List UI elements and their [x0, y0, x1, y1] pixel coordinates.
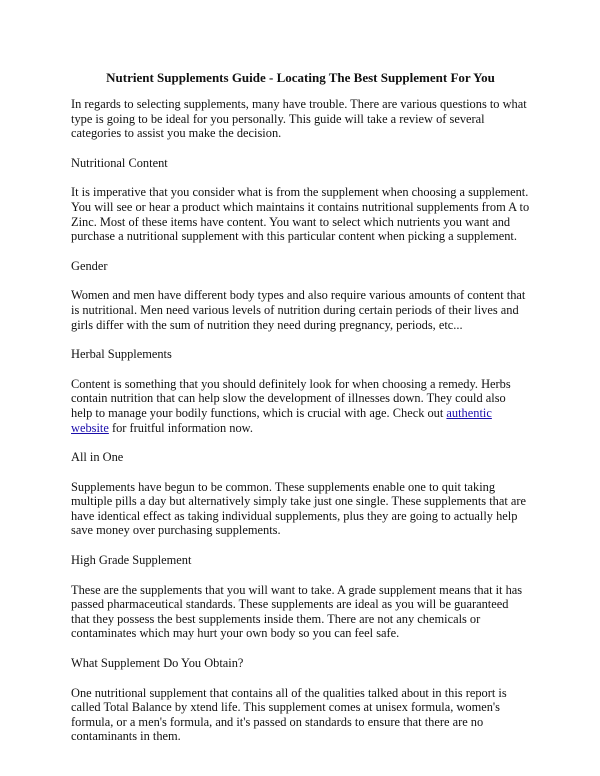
- paragraph-nutritional-content: It is imperative that you consider what is from the supplement when choosing a supplement. You will see or hear a product which maintains it contains nutritional supplements from A to Zinc. Most of these items have content. You want to select which nutrients you want and purchase a nutritional supplement with this particular content when picking a supplement.: [71, 185, 530, 244]
- paragraph-all-in-one: Supplements have begun to be common. These supplements enable one to quit taking multiple pills a day but alternatively simply take just one single. These supplements that are have identical effect as taking individual supplements, plus they are going to actually help save money over purchasing supplements.: [71, 479, 527, 538]
- heading-gender: Gender: [71, 258, 108, 273]
- heading-herbal-supplements: Herbal Supplements: [71, 347, 172, 362]
- heading-nutritional-content: Nutritional Content: [71, 155, 168, 170]
- paragraph-herbal-supplements: [71, 377, 530, 435]
- intro-paragraph: In regards to selecting supplements, many have trouble. There are various questions to what type is going to be ideal for you personally. This guide will take a review of several categories to assist you make the decision.: [71, 97, 527, 141]
- paragraph-high-grade-supplement: These are the supplements that you will want to take. A grade supplement means that it has passed pharmaceutical standards. These supplements are ideal as you will be guaranteed that they possess the best supplements inside them. There are not any chemicals or contaminates which may hurt your own body so you can feel safe.: [71, 582, 523, 641]
- paragraph-what-supplement: One nutritional supplement that contains all of the qualities talked about in this report is called Total Balance by xtend life. This supplement comes at unisex formula, women's formula, or a men's formula, and it's passed on standards to ensure that there are no contaminants in them.: [71, 685, 507, 744]
- heading-high-grade-supplement: High Grade Supplement: [71, 553, 192, 568]
- paragraph-gender: Women and men have different body types and also require various amounts of content that is nutritional. Men need various levels of nutrition during certain periods of their lives and girls differ with the sum of nutrition they need during pregnancy, periods, etc...: [71, 288, 526, 332]
- herbal-text-before-link: Content is something that you should definitely look for when choosing a remedy. Herbs contain nutrition that can help slow the development of illnesses down. They could also help to manage your bodily functions, which is crucial with age. Check out: [71, 376, 511, 420]
- document-title: Nutrient Supplements Guide - Locating The Best Supplement For You: [106, 70, 495, 85]
- herbal-text-after-link: for fruitful information now.: [108, 420, 253, 435]
- heading-all-in-one: All in One: [71, 450, 124, 465]
- authentic-website-link[interactable]: authentic website: [71, 405, 492, 435]
- heading-what-supplement: What Supplement Do You Obtain?: [71, 656, 244, 671]
